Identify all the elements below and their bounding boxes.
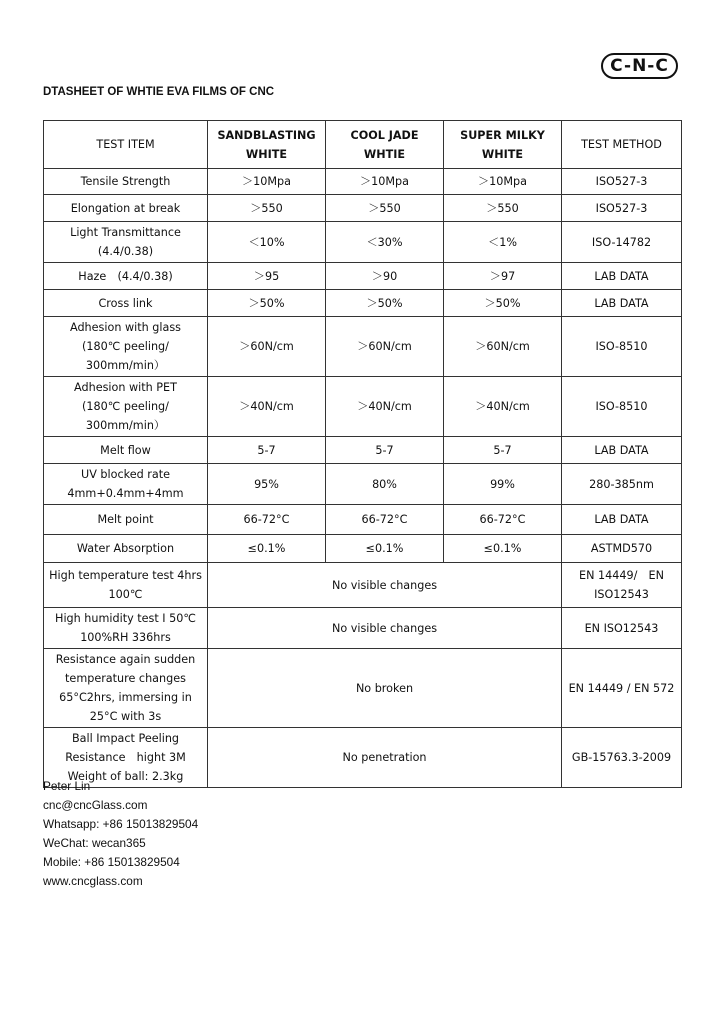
test-item-cell: High humidity test Ⅰ 50℃ 100%RH 336hrs	[44, 608, 208, 649]
table-row	[44, 563, 682, 608]
value-cell: ＞40N/cm	[444, 377, 562, 437]
value-cell: ≤0.1%	[208, 535, 326, 563]
test-item-cell: Adhesion with PET (180℃ peeling/ 300mm/min）	[44, 377, 208, 437]
value-cell: ＞97	[444, 263, 562, 290]
header-test-item: TEST ITEM	[44, 121, 208, 169]
spec-table	[43, 120, 682, 788]
test-item-cell: Melt flow	[44, 437, 208, 464]
value-cell: ＞550	[444, 195, 562, 222]
test-item-cell: Resistance again sudden temperature changes 65°C2hrs, immersing in 25°C with 3s	[44, 649, 208, 728]
test-item-cell: UV blocked rate 4mm+0.4mm+4mm	[44, 464, 208, 505]
test-method-cell: GB-15763.3-2009	[562, 728, 682, 788]
value-cell: ＞50%	[326, 290, 444, 317]
value-cell: 99%	[444, 464, 562, 505]
table-row	[44, 608, 682, 649]
header-test-method: TEST METHOD	[562, 121, 682, 169]
test-method-cell: 280-385nm	[562, 464, 682, 505]
value-cell: ＞90	[326, 263, 444, 290]
test-method-cell: ISO-14782	[562, 222, 682, 263]
table-row	[44, 437, 682, 464]
contact-block	[43, 777, 198, 891]
test-item-cell: Elongation at break	[44, 195, 208, 222]
value-cell: ＞60N/cm	[444, 317, 562, 377]
merged-result-cell: No broken	[208, 649, 562, 728]
value-cell: ＜10%	[208, 222, 326, 263]
test-method-cell: LAB DATA	[562, 505, 682, 535]
test-method-cell: ISO527-3	[562, 169, 682, 195]
value-cell: ＞40N/cm	[208, 377, 326, 437]
value-cell: 66-72°C	[326, 505, 444, 535]
table-row	[44, 317, 682, 377]
merged-result-cell: No penetration	[208, 728, 562, 788]
contact-wechat: WeChat: wecan365	[43, 836, 146, 850]
table-row	[44, 195, 682, 222]
header-super-milky-white: SUPER MILKY WHITE	[444, 121, 562, 169]
test-method-cell: LAB DATA	[562, 290, 682, 317]
table-row	[44, 649, 682, 728]
merged-result-cell: No visible changes	[208, 563, 562, 608]
test-item-cell: Melt point	[44, 505, 208, 535]
value-cell: 66-72°C	[444, 505, 562, 535]
table-row	[44, 535, 682, 563]
contact-website: www.cncglass.com	[43, 874, 143, 888]
value-cell: 80%	[326, 464, 444, 505]
table-row	[44, 222, 682, 263]
value-cell: ＜1%	[444, 222, 562, 263]
value-cell: ＞10Mpa	[208, 169, 326, 195]
table-row	[44, 290, 682, 317]
value-cell: ＞40N/cm	[326, 377, 444, 437]
test-method-cell: ISO-8510	[562, 377, 682, 437]
value-cell: 5-7	[326, 437, 444, 464]
test-method-cell: ISO-8510	[562, 317, 682, 377]
header-row	[44, 121, 682, 169]
table-row	[44, 505, 682, 535]
table-row	[44, 464, 682, 505]
test-method-cell: LAB DATA	[562, 263, 682, 290]
value-cell: ＞50%	[208, 290, 326, 317]
test-method-cell: ASTMD570	[562, 535, 682, 563]
merged-result-cell: No visible changes	[208, 608, 562, 649]
value-cell: ＞60N/cm	[326, 317, 444, 377]
value-cell: 95%	[208, 464, 326, 505]
test-method-cell: EN 14449 / EN 572	[562, 649, 682, 728]
value-cell: ＞10Mpa	[326, 169, 444, 195]
cnc-logo: C-N-C	[601, 53, 678, 79]
table-row	[44, 377, 682, 437]
table-row	[44, 263, 682, 290]
test-item-cell: Ball Impact Peeling Resistance hight 3M Weight of ball: 2.3kg	[44, 728, 208, 788]
value-cell: ≤0.1%	[326, 535, 444, 563]
header-sandblasting-white: SANDBLASTING WHITE	[208, 121, 326, 169]
value-cell: ＞50%	[444, 290, 562, 317]
test-item-cell: High temperature test 4hrs 100℃	[44, 563, 208, 608]
test-item-cell: Light Transmittance (4.4/0.38)	[44, 222, 208, 263]
value-cell: ≤0.1%	[444, 535, 562, 563]
value-cell: ＞10Mpa	[444, 169, 562, 195]
test-item-cell: Haze (4.4/0.38)	[44, 263, 208, 290]
header-cool-jade-white: COOL JADE WHTIE	[326, 121, 444, 169]
value-cell: ＞95	[208, 263, 326, 290]
test-item-cell: Tensile Strength	[44, 169, 208, 195]
value-cell: ＜30%	[326, 222, 444, 263]
test-item-cell: Water Absorption	[44, 535, 208, 563]
value-cell: ＞550	[326, 195, 444, 222]
test-method-cell: ISO527-3	[562, 195, 682, 222]
test-method-cell: EN 14449/ EN ISO12543	[562, 563, 682, 608]
contact-whatsapp: Whatsapp: +86 15013829504	[43, 817, 199, 831]
value-cell: 5-7	[444, 437, 562, 464]
test-item-cell: Adhesion with glass (180℃ peeling/ 300mm/min）	[44, 317, 208, 377]
value-cell: 5-7	[208, 437, 326, 464]
test-method-cell: EN ISO12543	[562, 608, 682, 649]
test-method-cell: LAB DATA	[562, 437, 682, 464]
contact-name: Peter Lin	[43, 779, 91, 793]
document-title: DTASHEET OF WHTIE EVA FILMS OF CNC	[43, 86, 275, 98]
contact-email: cnc@cncGlass.com	[43, 798, 148, 812]
contact-mobile: Mobile: +86 15013829504	[43, 855, 180, 869]
test-item-cell: Cross link	[44, 290, 208, 317]
value-cell: ＞550	[208, 195, 326, 222]
value-cell: ＞60N/cm	[208, 317, 326, 377]
value-cell: 66-72°C	[208, 505, 326, 535]
table-row	[44, 169, 682, 195]
